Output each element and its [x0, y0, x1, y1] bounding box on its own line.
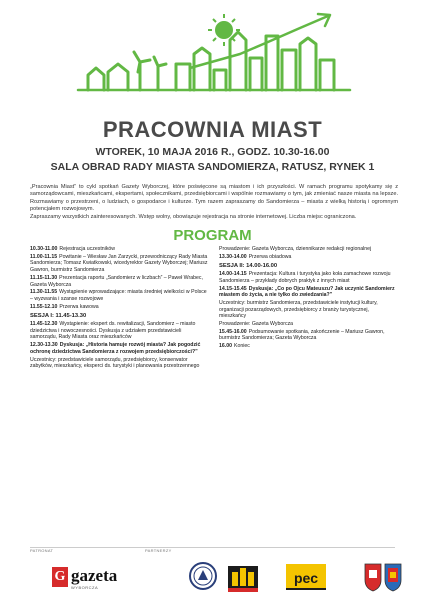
footer-divider: [30, 547, 395, 548]
event-date-line: WTOREK, 10 MAJA 2016 R., GODZ. 10.30-16.00: [95, 146, 330, 158]
page-title: PRACOWNIA MIAST: [102, 117, 323, 142]
program-item-time: 10.30-11.00: [30, 246, 58, 252]
coat-of-arms-logo: [384, 560, 402, 592]
program-item-time: 13.30-14.00: [219, 253, 247, 260]
city-skyline-illustration: [0, 0, 425, 110]
program-item: [30, 321, 208, 341]
program-item-text: Uczestnicy: burmistrz Sandomierza, przedstawiciele instytucji kultury, organizacji pozarządowych, przedsiębiorcy z branży turystycznej, mieszkańcy: [219, 299, 378, 320]
university-seal-logo: [188, 560, 218, 592]
program-item-time: 14.15-15.45: [219, 285, 247, 292]
program-item-time: 12.30-13.30: [30, 342, 58, 349]
program-item: [30, 304, 208, 311]
program-item-text: Podsumowanie spotkania, zakończenie – Mariusz Gawron, burmistrz Sandomierza; Gazeta Wyborcza: [219, 328, 385, 342]
program-item: [219, 300, 397, 320]
coat-of-arms-logo: [364, 560, 382, 592]
program-item-time: 11.00-11.15: [30, 253, 58, 260]
gazeta-wyborcza-logo: [52, 565, 127, 591]
program-item-text: Powitanie – Wiesław Jan Zarzycki, przewodniczący Rady Miasta Sandomierza; Tomasz Kwiatkowski, wicedyrektor Gazety Wyborczej; Mariusz Gawron, burmistrz Sandomierza: [30, 253, 208, 274]
program-column-left: [30, 246, 208, 371]
gazeta-subtitle: WYBORCZA: [71, 585, 99, 590]
pec-logo: [286, 560, 326, 594]
program-item: [30, 342, 208, 355]
program-item: [219, 321, 397, 328]
gazeta-wordmark: gazeta: [71, 566, 118, 585]
program-item-text: Prezentacja raportu „Sandomierz w liczbach” – Paweł Wrabec, Gazeta Wyborcza: [30, 274, 203, 288]
program-item-text: Prowadzenie: Gazeta Wyborcza, dziennikarze redakcji regionalnej: [219, 246, 372, 252]
program-item-text: Prezentacja: Kultura i turystyka jako koła zamachowe rozwoju Sandomierza – przykłady dobrych praktyk z innych miast: [219, 271, 391, 284]
intro-text: [30, 184, 398, 221]
program-item-text: Przerwa obiadowa: [248, 253, 292, 260]
program-item: [219, 271, 397, 284]
program-item-text: Dyskusja: „Historia hamuje rozwój miasta? Jak pogodzić ochronę dziedzictwa Sandomierza z rozwojem przedsiębiorczości?”: [30, 342, 201, 355]
program-item-time: 16.00: [219, 343, 232, 350]
partners-label: PARTNERZY: [145, 548, 172, 553]
program-item: [30, 357, 208, 370]
program-item-time: 14.00-14.15: [219, 271, 247, 278]
program-item: [30, 289, 208, 302]
program-item-text: Dyskusja: „Co po Ojcu Mateuszu? Jak uczynić Sandomierz miastem do życia, a nie tylko do zwiedzania?”: [219, 285, 395, 299]
program-item-text: Wystąpienie: ekspert ds. rewitalizacji, Sandomierz – miasto dziedzictwa i nowoczesności. Dyskusja z udziałem przedstawicieli samorządu, Rady Miasta oraz mieszkańców: [30, 321, 196, 341]
program-item: [219, 254, 397, 261]
program-session-heading: SESJA II: 14.00-16.00: [219, 263, 278, 270]
program-item-text: Wystąpienie wprowadzające: miasta średniej wielkości w Polsce – wyzwania i szanse rozwojowe: [30, 289, 207, 302]
program-item: [219, 329, 397, 342]
program-item-time: 11.30-11.55: [30, 289, 58, 296]
gazeta-letter: G: [52, 567, 68, 587]
intro-paragraph: Zapraszamy wszystkich zainteresowanych. Wstęp wolny, obowiązuje rejestracja na stronie internetowej. Liczba miejsc ograniczona.: [30, 213, 357, 220]
program-column-right: [219, 246, 397, 351]
program-item: [30, 254, 208, 274]
program-item-time: 11.45-12.30: [30, 321, 58, 328]
program-item-text: Uczestnicy: przedstawiciele samorządu, przedsiębiorcy, konserwator zabytków, mieszkańcy, eksperci ds. turystyki i planowania przestrzennego: [30, 356, 200, 370]
program-session-heading: SESJA I: 11.45-13.30: [30, 313, 87, 320]
program-item-text: Przerwa kawowa: [59, 303, 99, 310]
program-item-text: Rejestracja uczestników: [59, 246, 116, 252]
program-heading: PROGRAM: [173, 227, 252, 244]
patron-label: PATRONAT: [30, 548, 54, 553]
program-item-time: 11.15-11.30: [30, 274, 58, 281]
program-item-text: Prowadzenie: Gazeta Wyborcza: [219, 321, 294, 328]
program-item: [30, 275, 208, 288]
pec-wordmark: pec: [293, 570, 319, 586]
program-item: [30, 246, 208, 253]
program-item-time: 11.55-12.10: [30, 303, 58, 310]
program-item: [219, 343, 397, 350]
event-venue-line: SALA OBRAD RADY MIASTA SANDOMIERZA, RATUSZ, RYNEK 1: [50, 161, 375, 173]
sandomierz-city-logo: [226, 560, 260, 594]
program-item-time: 15.45-16.00: [219, 328, 247, 335]
program-item: [219, 246, 397, 253]
intro-paragraph: „Pracownia Miast” to cykl spotkań Gazety Wyborczej, które poświęcone są miastom i ich przyszłości. W ramach programu spotykamy się z samorządowcami, mieszkańcami, ekspertami, społecznikami, przedsiębiorcami i wspólnie rozmawiamy o tym, jak zmieniać nasze miasta na lepsze. Rozmawiamy o przestrzeni, o ludziach, o gospodarce i kulturze. Tym razem zapraszamy do Sandomierza – miasta z wielką historią i ogromnym potencjałem rozwojowym.: [30, 184, 398, 213]
program-item: [219, 286, 397, 299]
program-item-text: Koniec: [233, 343, 250, 350]
